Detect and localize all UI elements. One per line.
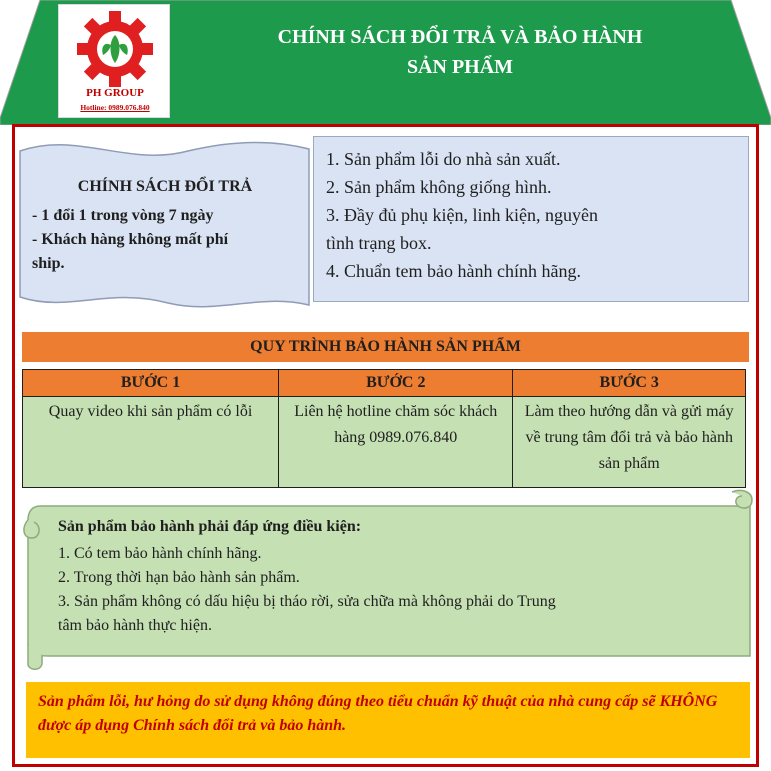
- warranty-condition-item: 1. Có tem bảo hành chính hãng.: [58, 545, 262, 562]
- page-title-line-2: SẢN PHẨM: [406, 56, 514, 78]
- brand-name: PH GROUP: [86, 87, 144, 99]
- warranty-condition-item: 2. Trong thời hạn bảo hành sản phẩm.: [58, 569, 300, 586]
- brand-hotline: Hotline: 0989.076.840: [80, 103, 150, 112]
- condition-item: tình trạng box.: [326, 233, 432, 253]
- process-title: QUY TRÌNH BẢO HÀNH SẢN PHẨM: [22, 332, 749, 362]
- return-policy-line: - Khách hàng không mất phí: [32, 231, 229, 248]
- step-1-label: BƯỚC 1: [23, 370, 279, 397]
- return-policy-title: CHÍNH SÁCH ĐỔI TRẢ: [77, 178, 253, 195]
- page-title-line-1: CHÍNH SÁCH ĐỔI TRẢ VÀ BẢO HÀNH: [277, 26, 643, 48]
- step-1-text: Quay video khi sản phẩm có lỗi: [23, 397, 279, 488]
- condition-item: 4. Chuẩn tem bảo hành chính hãng.: [326, 261, 581, 281]
- steps-header-row: [23, 370, 746, 397]
- steps-content-row: [23, 397, 746, 488]
- warranty-conditions-list: [58, 542, 738, 638]
- step-3-text: Làm theo hướng dẫn và gửi máy về trung tâm đổi trả và bảo hành sản phẩm: [513, 397, 746, 488]
- step-2-label: BƯỚC 2: [279, 370, 513, 397]
- warranty-condition-item: 3. Sản phẩm không có dấu hiệu bị tháo rời, sửa chữa mà không phải do Trung: [58, 593, 556, 610]
- condition-item: 2. Sản phẩm không giống hình.: [326, 177, 552, 197]
- gear-logo-icon: [71, 9, 159, 89]
- condition-item: 3. Đầy đủ phụ kiện, linh kiện, nguyên: [326, 205, 598, 225]
- return-policy-line: - 1 đổi 1 trong vòng 7 ngày: [32, 207, 214, 224]
- warranty-exclusion-notice: [26, 682, 750, 758]
- return-conditions-list: [326, 145, 746, 285]
- return-policy-line: ship.: [32, 255, 65, 272]
- warranty-condition-item: tâm bảo hành thực hiện.: [58, 617, 212, 634]
- step-2-text: Liên hệ hotline chăm sóc khách hàng 0989.076.840: [279, 397, 513, 488]
- process-steps-table: [22, 369, 746, 488]
- return-policy-details: [32, 204, 302, 276]
- notice-text: Sản phẩm lỗi, hư hỏng do sử dụng không đúng theo tiểu chuẩn kỹ thuật của nhà cung cấp sẽ KHÔNG được áp dụng Chính sách đổi trả và bảo hành.: [38, 693, 718, 734]
- page-title: [200, 22, 720, 82]
- brand-logo: [58, 4, 170, 118]
- return-conditions-box: [313, 136, 749, 302]
- warranty-conditions-title: Sản phẩm bảo hành phải đáp ứng điều kiện:: [58, 518, 362, 535]
- step-3-label: BƯỚC 3: [513, 370, 746, 397]
- condition-item: 1. Sản phẩm lỗi do nhà sản xuất.: [326, 149, 561, 169]
